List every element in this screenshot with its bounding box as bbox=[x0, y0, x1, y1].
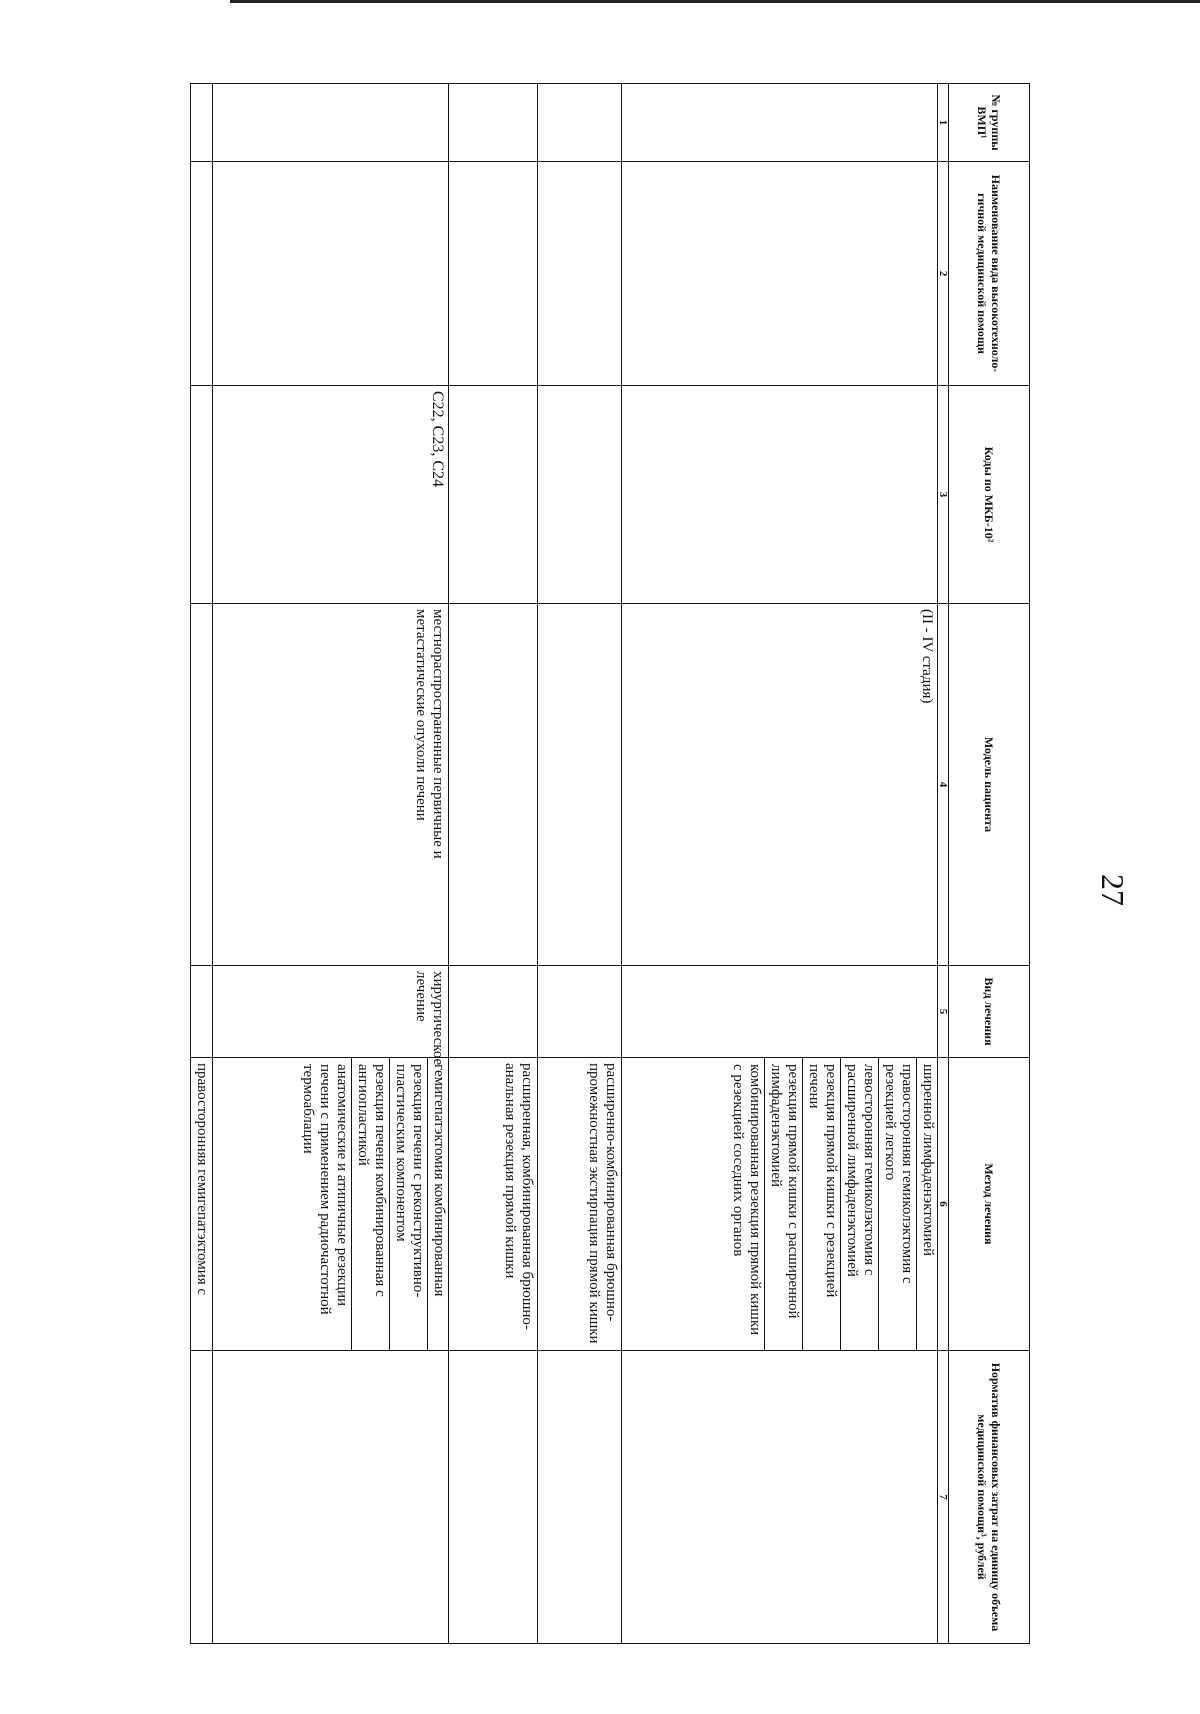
treatment-type-cell: хирургическое лечение bbox=[213, 966, 449, 1058]
table-row bbox=[191, 84, 213, 1644]
cost-norm-cell bbox=[191, 1351, 213, 1644]
method-cell bbox=[622, 1058, 938, 1351]
treatment-type-cell bbox=[538, 966, 622, 1058]
cost-norm-cell bbox=[449, 1351, 538, 1644]
icd-codes-cell: C22, C23, C24 bbox=[213, 386, 449, 604]
treatment-type-cell bbox=[622, 966, 938, 1058]
method-line: гемигепатэктомия комбинированная bbox=[427, 1058, 448, 1350]
group-no-cell bbox=[191, 84, 213, 162]
treatment-type-cell bbox=[191, 966, 213, 1058]
icd-codes-cell bbox=[538, 386, 622, 604]
column-number-row bbox=[938, 84, 949, 1644]
rotated-page bbox=[100, 83, 1030, 1643]
column-number: 1 bbox=[938, 84, 949, 162]
patient-model-cell: (II - IV стадия) bbox=[622, 604, 938, 966]
treatment-type-cell bbox=[449, 966, 538, 1058]
header-cost-norm: Норматив финансовых затрат на единицу объема медицинской помощи³, рублей bbox=[949, 1351, 1030, 1644]
table-row bbox=[538, 84, 622, 1644]
method-cell: расширенно-комбинированная брюшно-промежностная экстирпация прямой кишки bbox=[538, 1058, 622, 1351]
header-treatment-method: Метод лечения bbox=[949, 1058, 1030, 1351]
method-line: анатомические и атипичные резекции печени с применением радиочастотной термоаблации bbox=[300, 1064, 350, 1315]
group-no-cell bbox=[213, 84, 449, 162]
group-no-cell bbox=[538, 84, 622, 162]
cost-norm-cell bbox=[213, 1351, 449, 1644]
vmp-name-cell bbox=[213, 162, 449, 386]
column-number: 3 bbox=[938, 386, 949, 604]
header-group-no: № группы ВМП¹ bbox=[949, 84, 1030, 162]
column-number: 7 bbox=[938, 1351, 949, 1644]
table-row bbox=[213, 84, 449, 1644]
page-number: 27 bbox=[1095, 874, 1131, 906]
vmp-name-cell bbox=[449, 162, 538, 386]
icd-codes-cell bbox=[622, 386, 938, 604]
method-line: правосторонняя гемиколэктомия с резекцией легкого bbox=[878, 1058, 916, 1350]
method-cell: расширенная, комбинированная брюшно-анальная резекция прямой кишки bbox=[449, 1058, 538, 1351]
column-number: 6 bbox=[938, 1058, 949, 1351]
vmp-name-cell bbox=[622, 162, 938, 386]
treatment-table bbox=[190, 83, 1030, 1644]
header-row bbox=[949, 84, 1030, 1644]
method-line: комбинированная резекция прямой кишки с резекцией соседних органов bbox=[730, 1064, 763, 1336]
patient-model-cell: местнораспространенные первичные и метастатические опухоли печени bbox=[213, 604, 449, 966]
vmp-name-cell bbox=[538, 162, 622, 386]
vmp-name-cell bbox=[191, 162, 213, 386]
column-number: 5 bbox=[938, 966, 949, 1058]
table-row bbox=[622, 84, 938, 1644]
header-vmp-name: Наименование вида высокотехноло-гичной медицинской помощи bbox=[949, 162, 1030, 386]
patient-model-cell bbox=[538, 604, 622, 966]
method-cell bbox=[213, 1058, 449, 1351]
method-cell: правосторонняя гемигепатэктомия с bbox=[191, 1058, 213, 1351]
method-line: резекция прямой кишки с расширенной лимфаденэктомией bbox=[764, 1058, 802, 1350]
scan-edge bbox=[230, 0, 1200, 3]
header-icd-codes: Коды по МКБ-10² bbox=[949, 386, 1030, 604]
cost-norm-cell bbox=[538, 1351, 622, 1644]
column-number: 2 bbox=[938, 162, 949, 386]
column-number: 4 bbox=[938, 604, 949, 966]
icd-codes-cell bbox=[191, 386, 213, 604]
patient-model-cell bbox=[191, 604, 213, 966]
icd-codes-cell bbox=[449, 386, 538, 604]
method-line: левосторонняя гемиколэктомия с расширенной лимфаденэктомией bbox=[840, 1058, 878, 1350]
method-line: ширенной лимфаденэктомией bbox=[916, 1058, 937, 1350]
cost-norm-cell bbox=[622, 1351, 938, 1644]
method-line: резекция печени комбинированная с ангиопластикой bbox=[351, 1058, 389, 1350]
header-patient-model: Модель пациента bbox=[949, 604, 1030, 966]
method-line: резекция печени с реконструктивно-пластическим компонентом bbox=[389, 1058, 427, 1350]
group-no-cell bbox=[449, 84, 538, 162]
patient-model-cell bbox=[449, 604, 538, 966]
table-row bbox=[449, 84, 538, 1644]
header-treatment-type: Вид лечения bbox=[949, 966, 1030, 1058]
method-line: резекция прямой кишки с резекцией печени bbox=[802, 1058, 840, 1350]
group-no-cell bbox=[622, 84, 938, 162]
